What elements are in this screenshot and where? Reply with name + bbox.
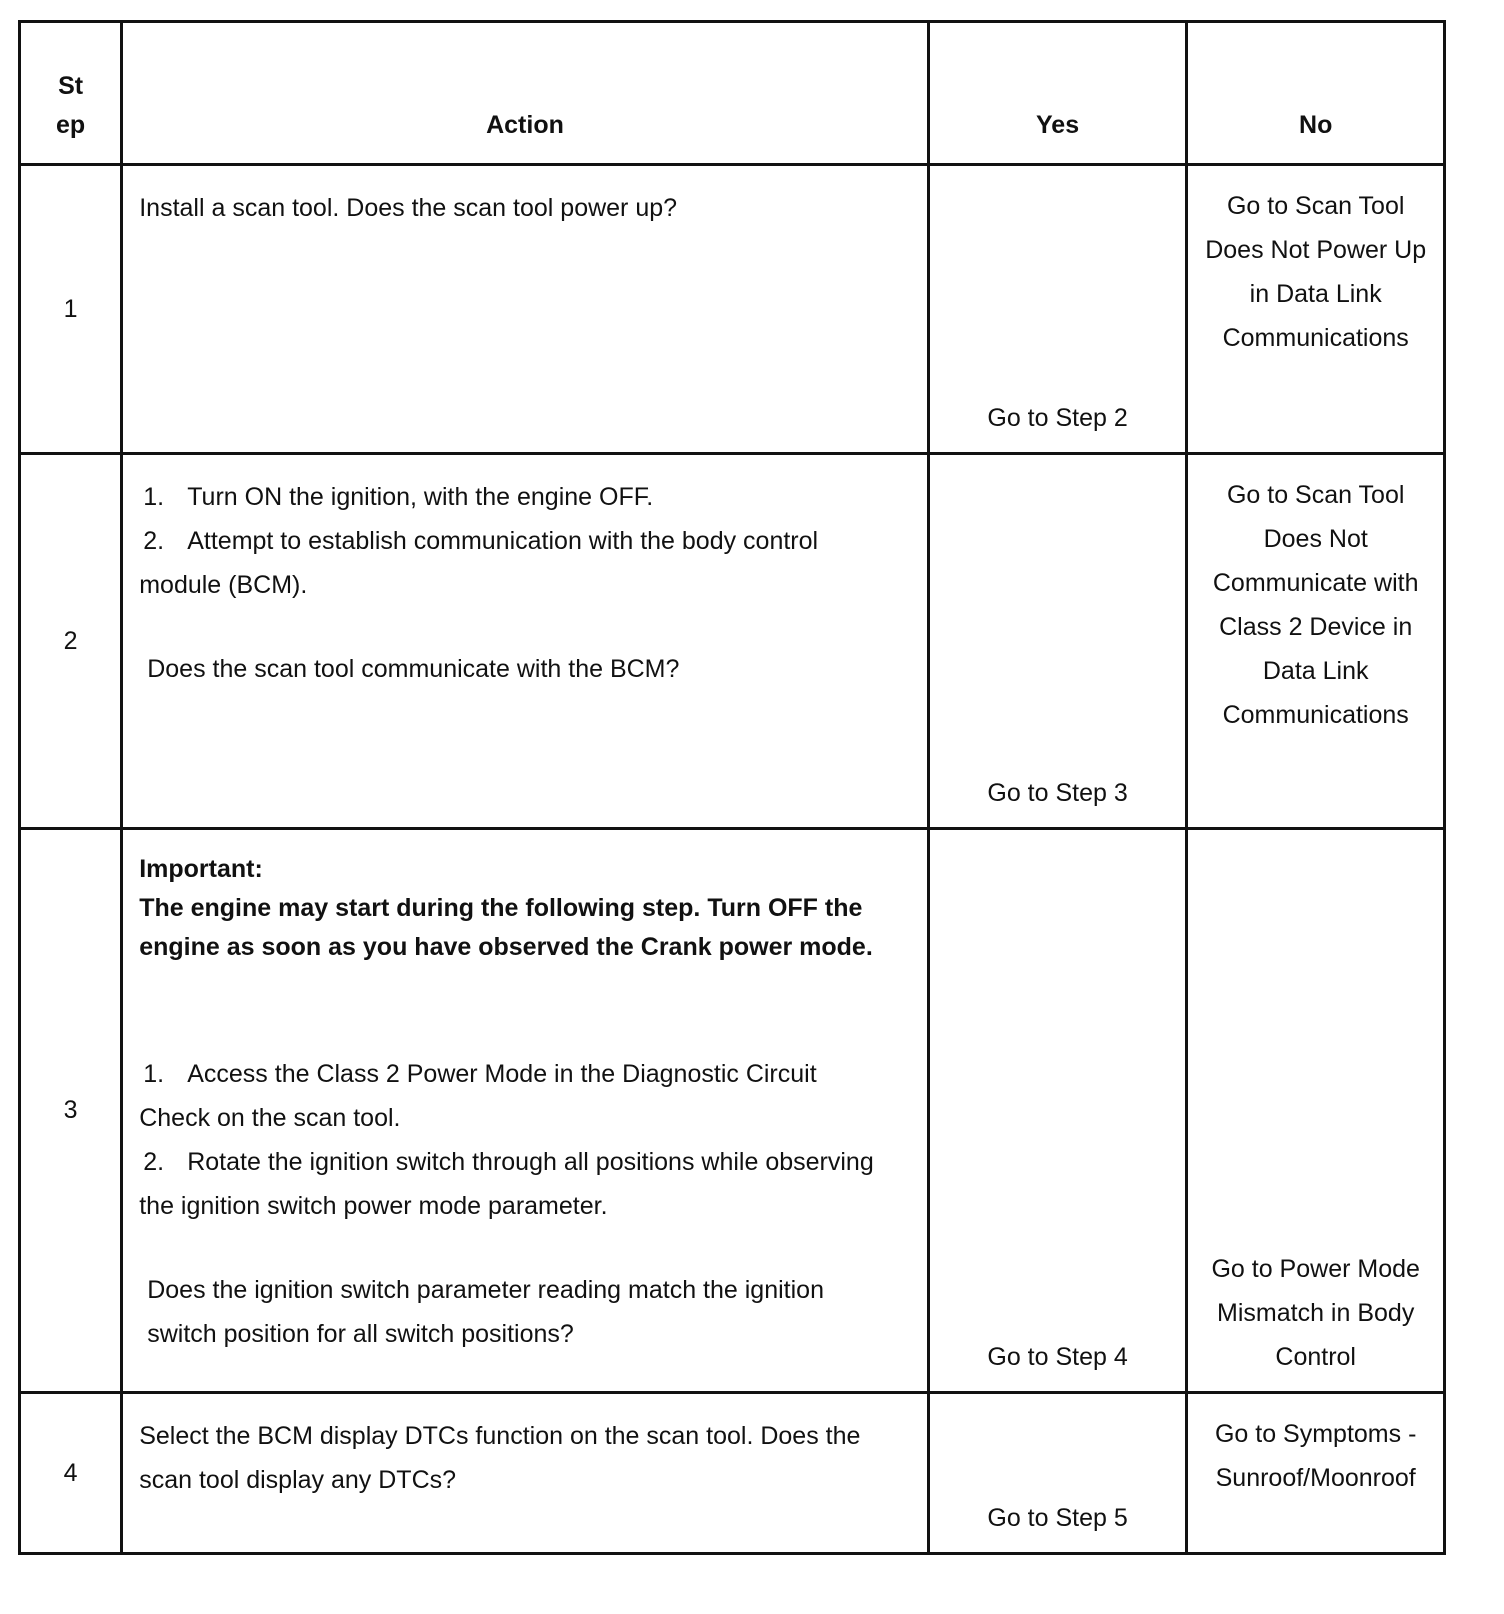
no-link[interactable]: Go to Symptoms - Sunroof/Moonroof <box>1187 1393 1445 1554</box>
action-cell <box>122 1393 929 1554</box>
header-step: St ep <box>20 22 122 165</box>
table-row <box>20 829 1445 1393</box>
no-link[interactable]: Go to Scan Tool Does Not Communicate with Class 2 Device in Data Link Communications <box>1187 454 1445 829</box>
table-row <box>20 1393 1445 1554</box>
table-row <box>20 165 1445 454</box>
header-action: Action <box>122 22 929 165</box>
important-text: The engine may start during the following step. Turn OFF the engine as soon as you have observed the Crank power mode. <box>139 894 873 961</box>
step-number: 1 <box>20 165 122 454</box>
yes-link[interactable]: Go to Step 5 <box>928 1393 1187 1554</box>
action-cell <box>122 165 929 454</box>
header-row <box>20 22 1445 165</box>
action-question: Does the ignition switch parameter reading match the ignition switch position for all switch positions? <box>147 1276 824 1348</box>
no-link[interactable]: Go to Scan Tool Does Not Power Up in Data Link Communications <box>1187 165 1445 454</box>
action-cell <box>122 454 929 829</box>
action-text: Install a scan tool. Does the scan tool power up? <box>139 194 678 222</box>
yes-link[interactable]: Go to Step 4 <box>928 829 1187 1393</box>
table-row <box>20 454 1445 829</box>
yes-link[interactable]: Go to Step 3 <box>928 454 1187 829</box>
yes-link[interactable]: Go to Step 2 <box>928 165 1187 454</box>
step-number: 4 <box>20 1393 122 1554</box>
action-question: Does the scan tool communicate with the BCM? <box>147 655 680 683</box>
no-link[interactable]: Go to Power Mode Mismatch in Body Control <box>1187 829 1445 1393</box>
important-label: Important: <box>139 855 263 883</box>
step-number: 3 <box>20 829 122 1393</box>
action-item: 2. Rotate the ignition switch through all positions while observing the ignition switch power mode parameter. <box>139 1148 874 1220</box>
action-item: 1. Turn ON the ignition, with the engine OFF. <box>143 483 654 511</box>
action-text: Select the BCM display DTCs function on the scan tool. Does the scan tool display any DTCs? <box>139 1422 861 1494</box>
header-yes: Yes <box>928 22 1187 165</box>
action-cell <box>122 829 929 1393</box>
step-number: 2 <box>20 454 122 829</box>
action-item: 2. Attempt to establish communication with the body control module (BCM). <box>139 527 819 599</box>
action-item: 1. Access the Class 2 Power Mode in the Diagnostic Circuit Check on the scan tool. <box>139 1060 817 1132</box>
diagnostic-table <box>18 20 1446 1555</box>
header-no: No <box>1187 22 1445 165</box>
